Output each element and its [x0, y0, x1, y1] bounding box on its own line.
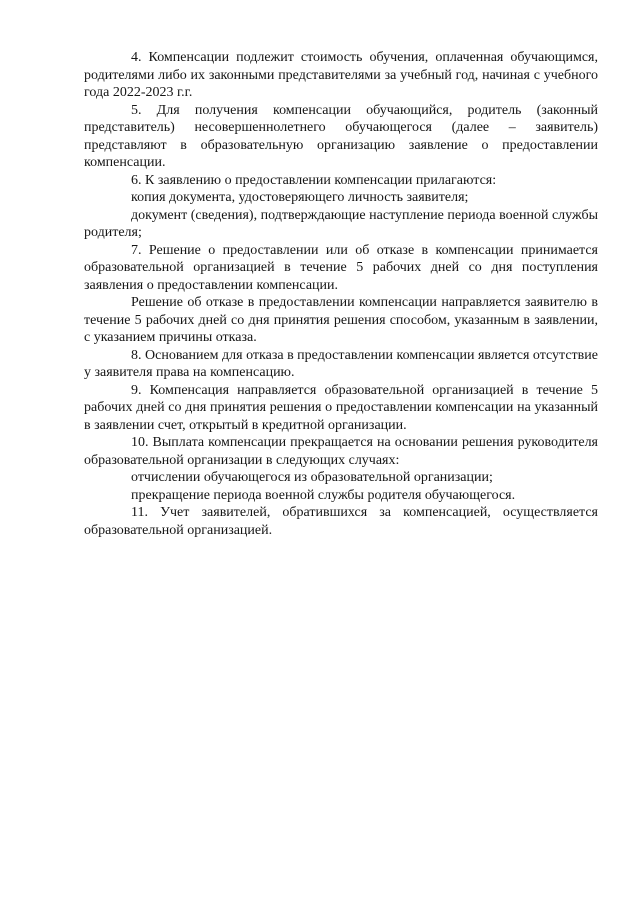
paragraph-7-refusal: Решение об отказе в предоставлении компенсации направляется заявителю в течение 5 рабочих дней со дня принятия решения способом, указанным в заявлении, с указанием причины отказа. — [84, 295, 598, 345]
paragraph-8: 8. Основанием для отказа в предоставлении компенсации является отсутствие у заявителя права на компенсацию. — [84, 347, 598, 380]
paragraph-10-item-1: отчислении обучающегося из образовательной организации; — [131, 470, 493, 485]
paragraph-10: 10. Выплата компенсации прекращается на основании решения руководителя образовательной организации в следующих случаях: — [84, 435, 598, 468]
paragraph-9: 9. Компенсация направляется образовательной организацией в течение 5 рабочих дней со дня принятия решения о предоставлении компенсации на указанный в заявлении счет, открытый в кредитной организации. — [84, 382, 598, 433]
paragraph-6-item-2: документ (сведения), подтверждающие наступление периода военной службы родителя; — [84, 207, 598, 240]
paragraph-11: 11. Учет заявителей, обратившихся за компенсацией, осуществляется образовательной организацией. — [84, 505, 598, 538]
paragraph-10-item-2: прекращение периода военной службы родителя обучающегося. — [131, 487, 516, 503]
document-body — [84, 49, 598, 539]
paragraph-6: 6. К заявлению о предоставлении компенсации прилагаются: — [131, 172, 497, 188]
paragraph-6-item-1: копия документа, удостоверяющего личность заявителя; — [131, 190, 469, 205]
paragraph-7: 7. Решение о предоставлении или об отказе в компенсации принимается образовательной организацией в течение 5 рабочих дней со дня поступления заявления о предоставлении компенсации. — [84, 242, 598, 293]
paragraph-5: 5. Для получения компенсации обучающийся, родитель (законный представитель) несовершеннолетнего обучающегося (далее – заявитель) представляют в образовательную организацию заявление о предоставлении компенсации. — [84, 102, 598, 170]
paragraph-4: 4. Компенсации подлежит стоимость обучения, оплаченная обучающимся, родителями либо их законными представителями за учебный год, начиная с учебного года 2022-2023 г.г. — [84, 50, 598, 100]
